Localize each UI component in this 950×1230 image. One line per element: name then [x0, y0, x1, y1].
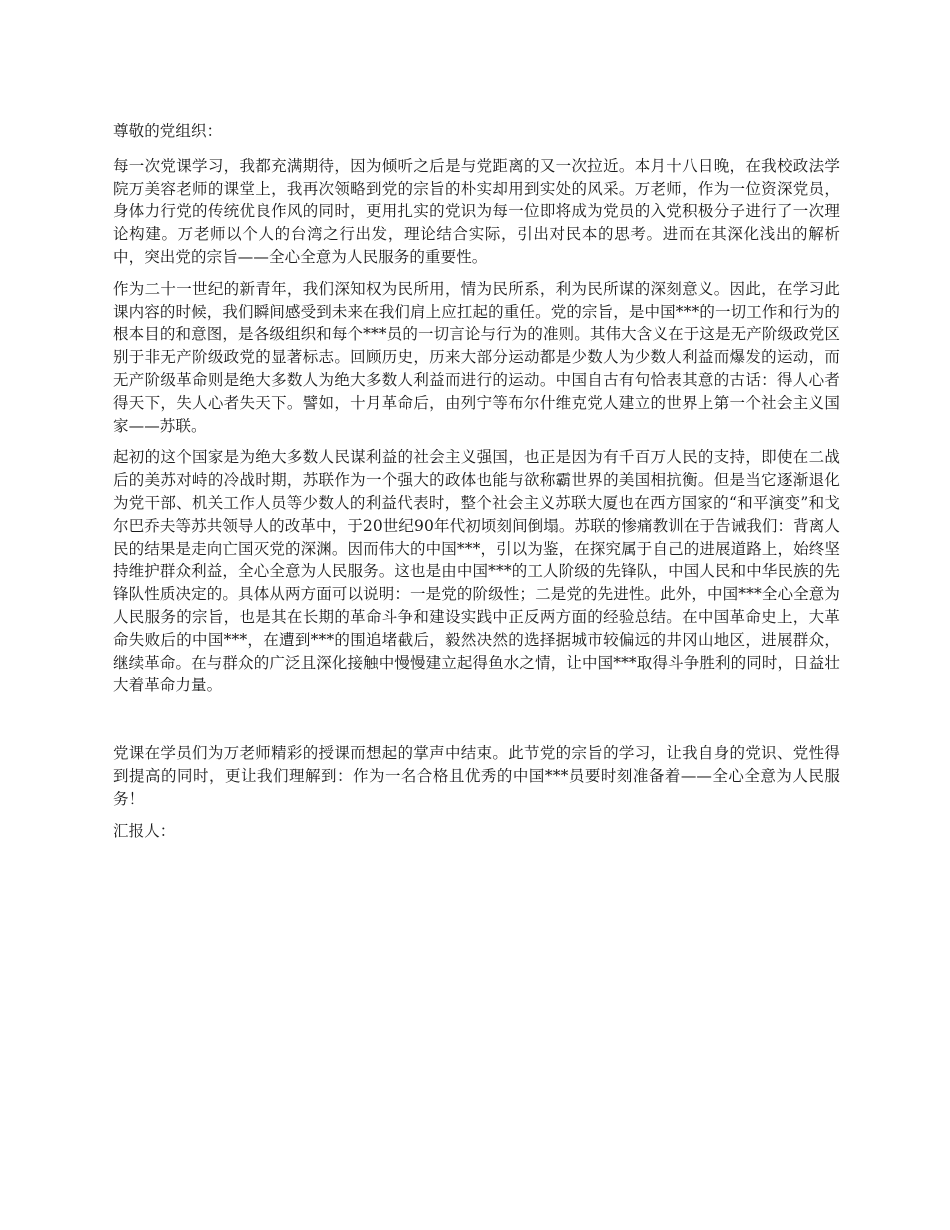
paragraph-3: 起初的这个国家是为绝大多数人民谋利益的社会主义强国，也正是因为有千百万人民的支持，即使在二战后的美苏对峙的冷战时期，苏联作为一个强大的政体也能与欲称霸世界的美国相抗衡。但是当它逐渐退化为党干部、机关工作人员等少数人的利益代表时，整个社会主义苏联大厦也在西方国家的“和平演变”和戈尔巴乔夫等苏共领导人的改革中，于20世纪90年代初顷刻间倒塌。苏联的惨痛教训在于告诫我们：背离人民的结果是走向亡国灭党的深渊。因而伟大的中国***，引以为鉴，在探究属于自己的进展道路上，始终坚持维护群众利益，全心全意为人民服务。这也是由中国***的工人阶级的先锋队，中国人民和中华民族的先锋队性质决定的。具体从两方面可以说明：一是党的阶级性；二是党的先进性。此外，中国***全心全意为人民服务的宗旨，也是其在长期的革命斗争和建设实践中正反两方面的经验总结。在中国革命史上，大革命失败后的中国***，在遭到***的围追堵截后，毅然决然的选择据城市较偏远的井冈山地区，进展群众，继续革命。在与群众的广泛且深化接触中慢慢建立起得鱼水之情，让中国***取得斗争胜利的同时，日益壮大着革命力量。 [113, 448, 840, 695]
blank-space [113, 706, 840, 742]
paragraph-4: 党课在学员们为万老师精彩的授课而想起的掌声中结束。此节党的宗旨的学习，让我自身的党识、党性得到提高的同时，更让我们理解到：作为一名合格且优秀的中国***员要时刻准备着——全心全意为人民服务！ [113, 744, 840, 808]
paragraph-1: 每一次党课学习，我都充满期待，因为倾听之后是与党距离的又一次拉近。本月十八日晚，在我校政法学院万美容老师的课堂上，我再次领略到党的宗旨的朴实却用到实处的风采。万老师，作为一位资深党员，身体力行党的传统优良作风的同时，更用扎实的党识为每一位即将成为党员的入党积极分子进行了一次理论构建。万老师以个人的台湾之行出发，理论结合实际，引出对民本的思考。进而在其深化浅出的解析中，突出党的宗旨——全心全意为人民服务的重要性。 [113, 156, 840, 266]
salutation: 尊敬的党组织： [113, 122, 223, 140]
paragraph-2: 作为二十一世纪的新青年，我们深知权为民所用，情为民所系，利为民所谋的深刻意义。因此，在学习此课内容的时候，我们瞬间感受到未来在我们肩上应扛起的重任。党的宗旨，是中国***的一切工作和行为的根本目的和意图，是各级组织和每个***员的一切言论与行为的准则。其伟大含义在于这是无产阶级政党区别于非无产阶级政党的显著标志。回顾历史，历来大部分运动都是少数人为少数人利益而爆发的运动，而无产阶级革命则是绝大多数人为绝大多数人利益而进行的运动。中国自古有句恰表其意的古话：得人心者得天下，失人心者失天下。譬如，十月革命后，由列宁等布尔什维克党人建立的世界上第一个社会主义国家——苏联。 [113, 279, 840, 435]
closing-signature: 汇报人： [113, 821, 176, 840]
document-page [113, 120, 840, 851]
